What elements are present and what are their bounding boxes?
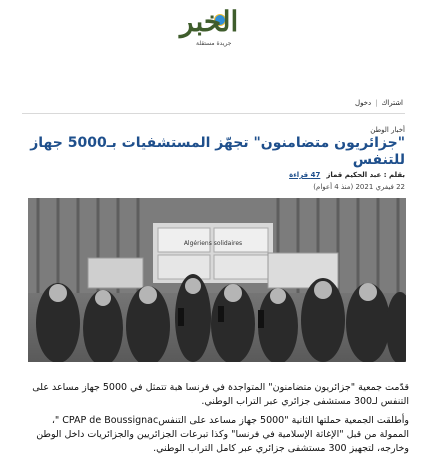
section-breadcrumb[interactable]: أخبار الوطن [370, 126, 405, 134]
article-title: "جزائريون متضامنون" تجهّز المستشفيات بـ5000 جهاز للتنفس [30, 135, 405, 168]
logo-tagline: جريدة مستقلة [196, 40, 232, 47]
site-logo[interactable] [176, 4, 258, 48]
publish-date: 22 فيفري 2021 (منذ 4 أعوام) [313, 183, 405, 191]
login-link[interactable]: دخول [354, 99, 372, 107]
article-byline [289, 171, 405, 179]
read-count[interactable]: 47 قراءة [289, 171, 321, 179]
article-paragraph-2: وأطلقت الجمعية حملتها الثانية "5000 جهاز مساعد على التنفسCPAP de Boussignac "، الممولة من قبل "الإغاثة الإسلامية في فرنسا" وكذا تبرعات الجزائريين والجزائريات داخل الوطن وخارجه، لتجهيز 300 مستشفى جزائري عبر كامل التراب الوطني. [36, 415, 409, 454]
author-name[interactable]: بقلم : عبد الحكيم قماز [326, 171, 405, 179]
article-photo [28, 198, 406, 362]
logo-text: الخبر [180, 5, 239, 38]
nav-separator: | [375, 99, 378, 107]
subscribe-link[interactable]: اشتراك [381, 99, 403, 107]
top-nav [355, 99, 403, 107]
photo-sign-text: Algériens solidaires [183, 240, 243, 247]
divider [22, 113, 405, 114]
article-paragraph-1: قدّمت جمعية "جزائريون متضامنون" المتواجدة في فرنسا هبة تتمثل في 5000 جهاز مساعد على التنفس لـ300 مستشفى جزائري عبر التراب الوطني. [32, 382, 409, 407]
photo-illustration [28, 198, 406, 362]
